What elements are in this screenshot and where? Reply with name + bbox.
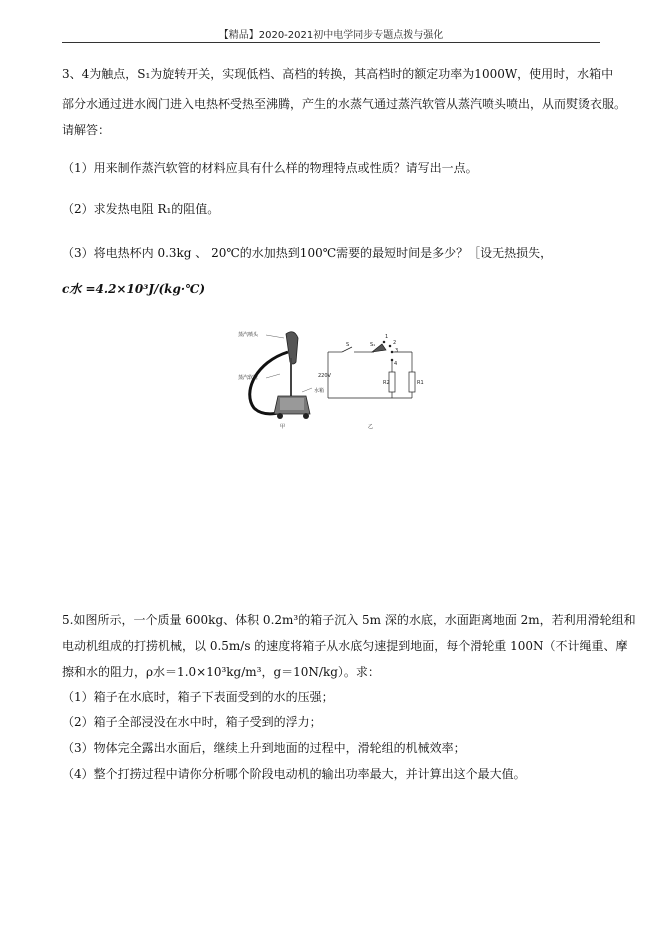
circuit-diagram xyxy=(328,341,415,398)
figure-svg xyxy=(236,322,436,432)
q5-line-1: 5.如图所示，一个质量 600kg、体积 0.2m³的箱子沉入 5m 深的水底，水面距离地面 2m，若利用滑轮组和 xyxy=(62,613,636,627)
q5-line-3: 擦和水的阻力，ρ水＝1.0×10³kg/m³，g＝10N/kg）。求： xyxy=(62,665,380,679)
label-r1: R1 xyxy=(417,380,424,386)
q3-line-3: 请解答： xyxy=(62,123,111,137)
q3-subquestion-2: （2）求发热电阻 R₁的阻值。 xyxy=(62,202,220,216)
label-steam-hose: 蒸汽软管 xyxy=(238,375,259,381)
q5-subquestion-1: （1）箱子在水底时，箱子下表面受到的水的压强； xyxy=(62,690,334,704)
q5-subquestion-2: （2）箱子全部浸没在水中时，箱子受到的浮力； xyxy=(62,715,322,729)
label-contact-2: 2 xyxy=(393,340,397,346)
q3-line-1: 3、4为触点，S₁为旋转开关，实现低档、高档的转换，其高档时的额定功率为1000W，使用时，水箱中 xyxy=(62,67,614,81)
q5-subquestion-3: （3）物体完全露出水面后，继续上升到地面的过程中，滑轮组的机械效率； xyxy=(62,741,466,755)
q3-subquestion-1: （1）用来制作蒸汽软管的材料应具有什么样的物理特点或性质？请写出一点。 xyxy=(62,161,478,175)
label-r2: R2 xyxy=(383,380,390,386)
label-voltage: 220V xyxy=(318,373,331,379)
label-switch-s1: S₁ xyxy=(370,342,376,348)
q5-line-2: 电动机组成的打捞机械，以 0.5m/s 的速度将箱子从水底匀速提到地面，每个滑轮重 100N（不计绳重、摩 xyxy=(62,639,628,653)
page-header: 【精品】2020-2021初中电学同步专题点拨与强化 xyxy=(218,30,444,41)
specific-heat-formula: c水 =4.2×10³J/(kg·℃) xyxy=(62,282,206,296)
q3-subquestion-3: （3）将电热杯内 0.3kg 、 20℃的水加热到100℃需要的最短时间是多少？［设无热损失， xyxy=(62,246,553,260)
label-contact-3: 3 xyxy=(395,348,399,354)
label-contact-1: 1 xyxy=(385,334,389,340)
label-contact-4: 4 xyxy=(394,361,398,367)
steamer-illustration xyxy=(250,332,312,419)
header-divider xyxy=(62,42,600,43)
steam-iron-figure xyxy=(236,322,436,432)
q5-subquestion-4: （4）整个打捞过程中请你分析哪个阶段电动机的输出功率最大，并计算出这个最大值。 xyxy=(62,767,526,781)
label-switch-s: S xyxy=(346,342,350,348)
q3-line-2: 部分水通过进水阀门进入电热杯受热至沸腾，产生的水蒸气通过蒸汽软管从蒸汽喷头喷出，从而熨烫衣服。 xyxy=(62,97,627,111)
label-fig-a: 甲 xyxy=(280,424,286,430)
label-fig-b: 乙 xyxy=(368,424,374,430)
label-water-tank: 水箱 xyxy=(314,388,325,394)
label-steam-head: 蒸汽喷头 xyxy=(238,332,259,338)
